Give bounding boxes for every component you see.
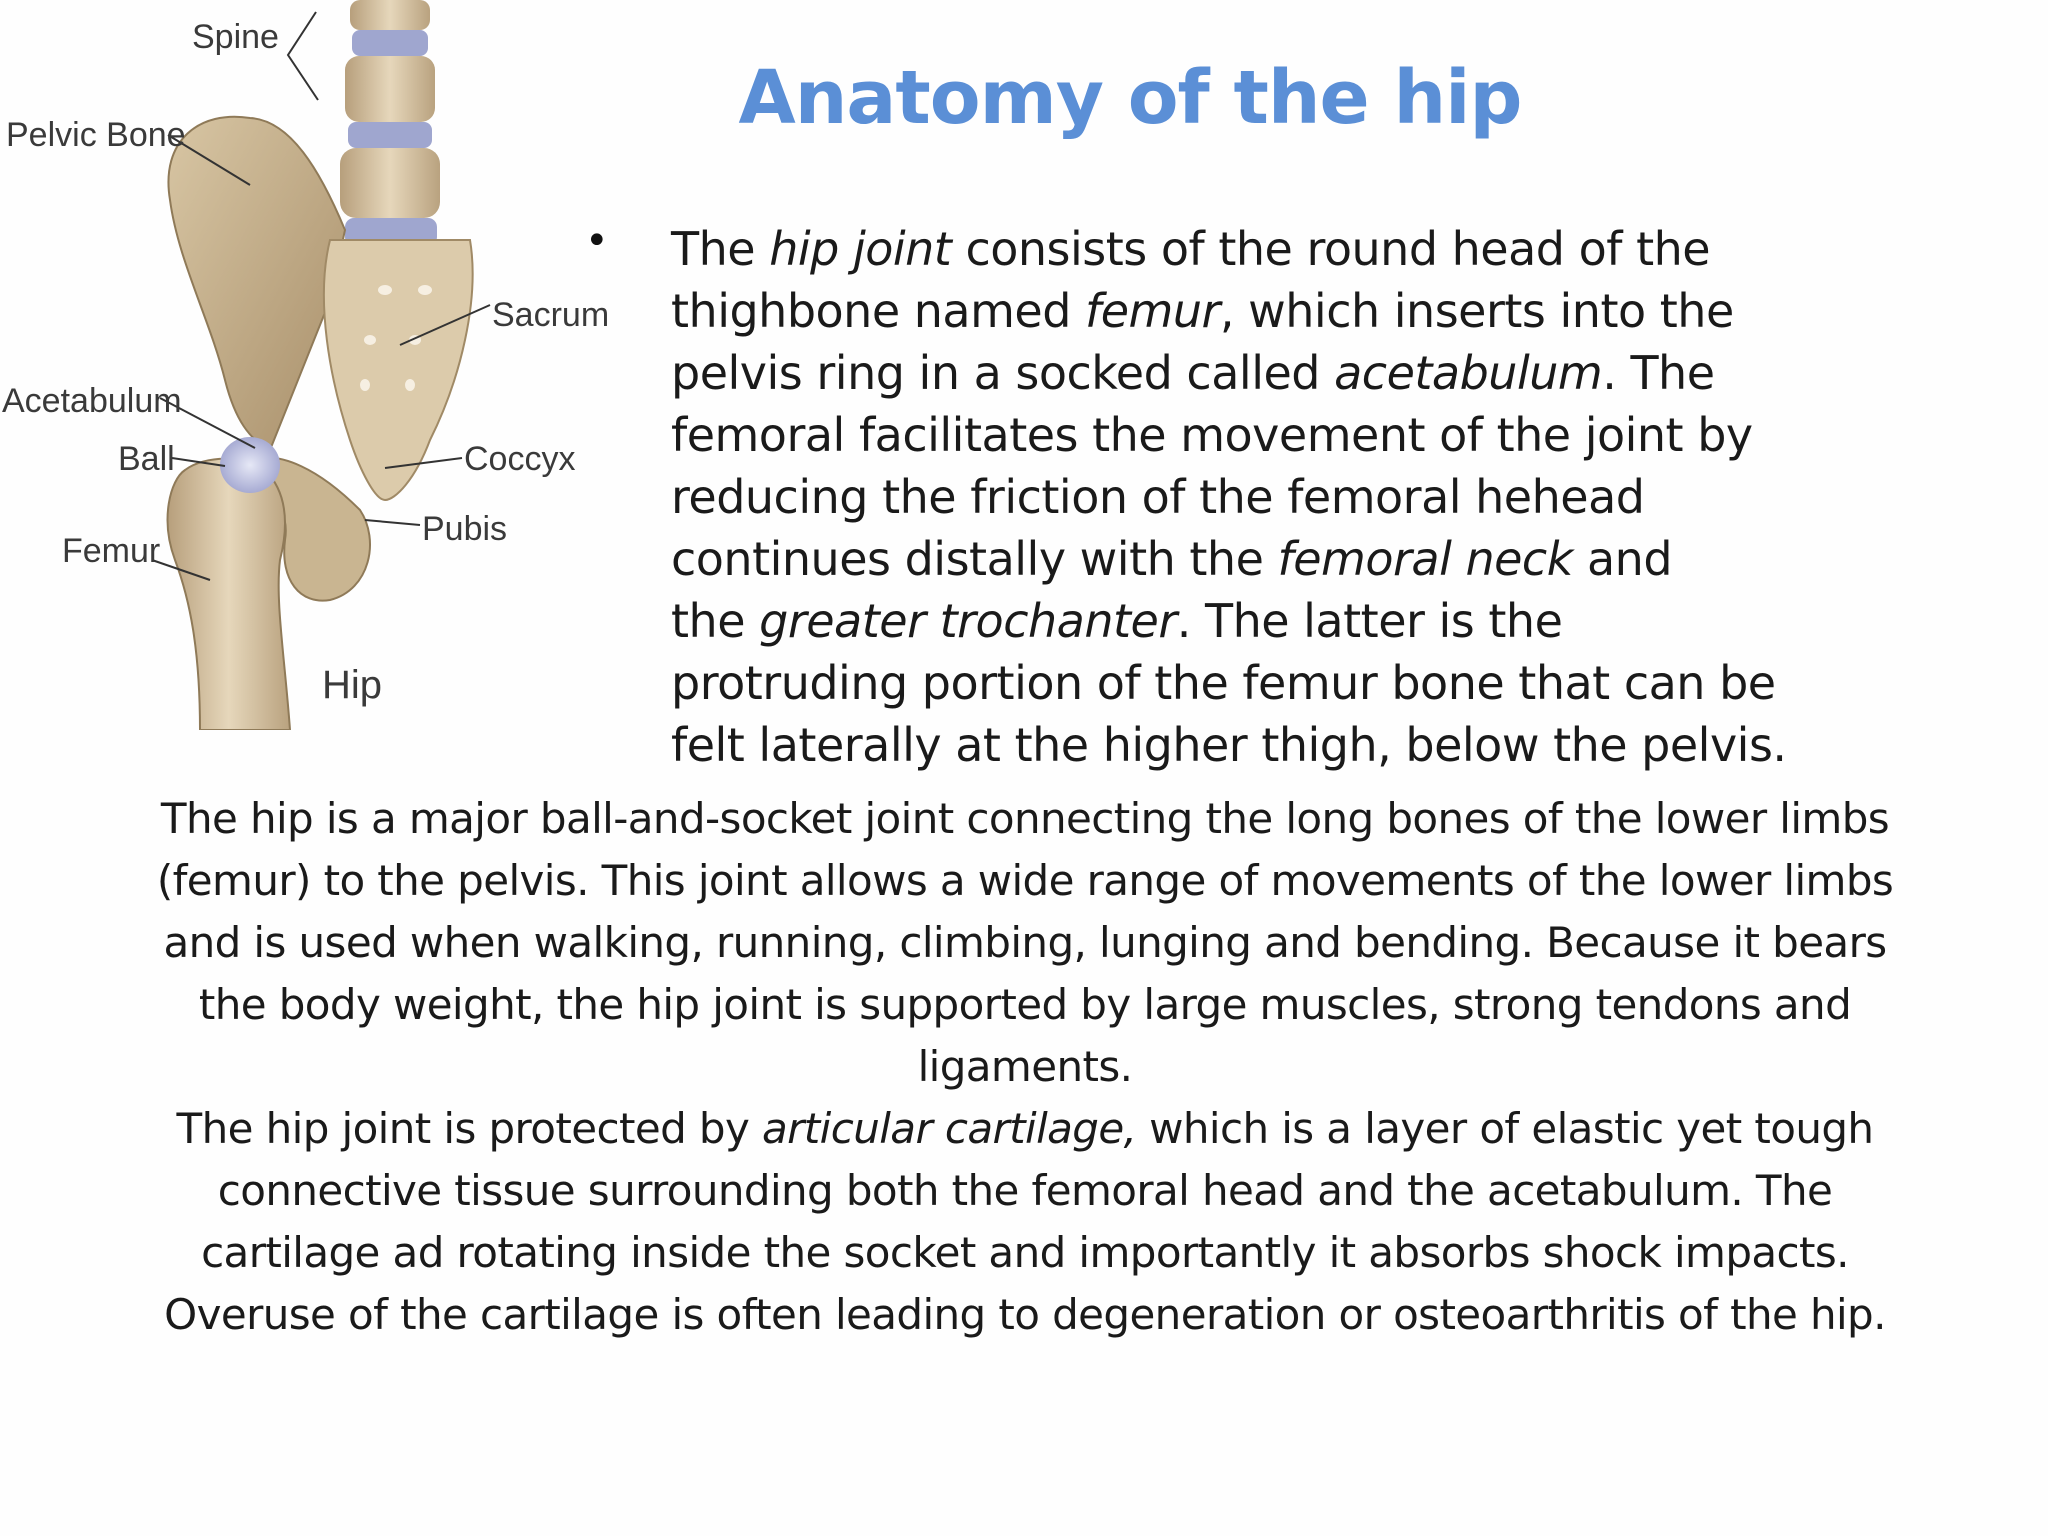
bullet-line: felt laterally at the higher thigh, below the pelvis. [671,718,1787,772]
spine-vertebrae [340,0,440,246]
paragraph-line: The hip is a major ball-and-socket joint connecting the long bones of the lower limbs [160,794,1890,843]
bullet-line: thighbone named femur, which inserts into the [671,284,1734,338]
bullet-line: The hip joint consists of the round head of the [671,222,1711,276]
paragraph-line: Overuse of the cartilage is often leading to degeneration or osteoarthritis of the hip. [164,1290,1886,1339]
pelvic-bone-shape [168,117,345,450]
bullet-text [671,218,1901,776]
label-ball: Ball [118,440,175,478]
label-sacrum: Sacrum [492,296,610,334]
bullet-line: continues distally with the femoral neck and [671,532,1673,586]
paragraph-line: ligaments. [917,1042,1133,1091]
label-pelvic-bone: Pelvic Bone [6,116,186,154]
label-acetabulum: Acetabulum [2,382,182,420]
paragraph-line: cartilage ad rotating inside the socket and importantly it absorbs shock impacts. [201,1228,1849,1277]
hip-anatomy-illustration [0,0,610,730]
body-paragraphs [120,788,1930,1346]
bullet-line: protruding portion of the femur bone that can be [671,656,1776,710]
paragraph-line: the body weight, the hip joint is supported by large muscles, strong tendons and [198,980,1852,1029]
label-coccyx: Coccyx [464,440,576,478]
label-pubis: Pubis [422,510,508,548]
bullet-line: femoral facilitates the movement of the joint by [671,408,1753,462]
bullet-line: the greater trochanter. The latter is the [671,594,1563,648]
label-femur: Femur [62,532,161,570]
bullet-line: pelvis ring in a socked called acetabulum. The [671,346,1715,400]
label-spine: Spine [192,18,279,56]
slide-title: Anatomy of the hip [738,55,1522,141]
label-hip: Hip [322,663,383,707]
bullet-symbol: • [585,218,609,264]
paragraph-line: and is used when walking, running, climbing, lunging and bending. Because it bears [163,918,1887,967]
paragraph-line: The hip joint is protected by articular cartilage, which is a layer of elastic yet tough [176,1104,1874,1153]
sacrum-shape [324,240,473,500]
hip-anatomy-drawing [0,0,610,730]
paragraph-line: connective tissue surrounding both the femoral head and the acetabulum. The [217,1166,1833,1215]
bullet-line: reducing the friction of the femoral hehead [671,470,1645,524]
femur-shape [168,459,290,730]
paragraph-line: (femur) to the pelvis. This joint allows a wide range of movements of the lower limbs [156,856,1894,905]
